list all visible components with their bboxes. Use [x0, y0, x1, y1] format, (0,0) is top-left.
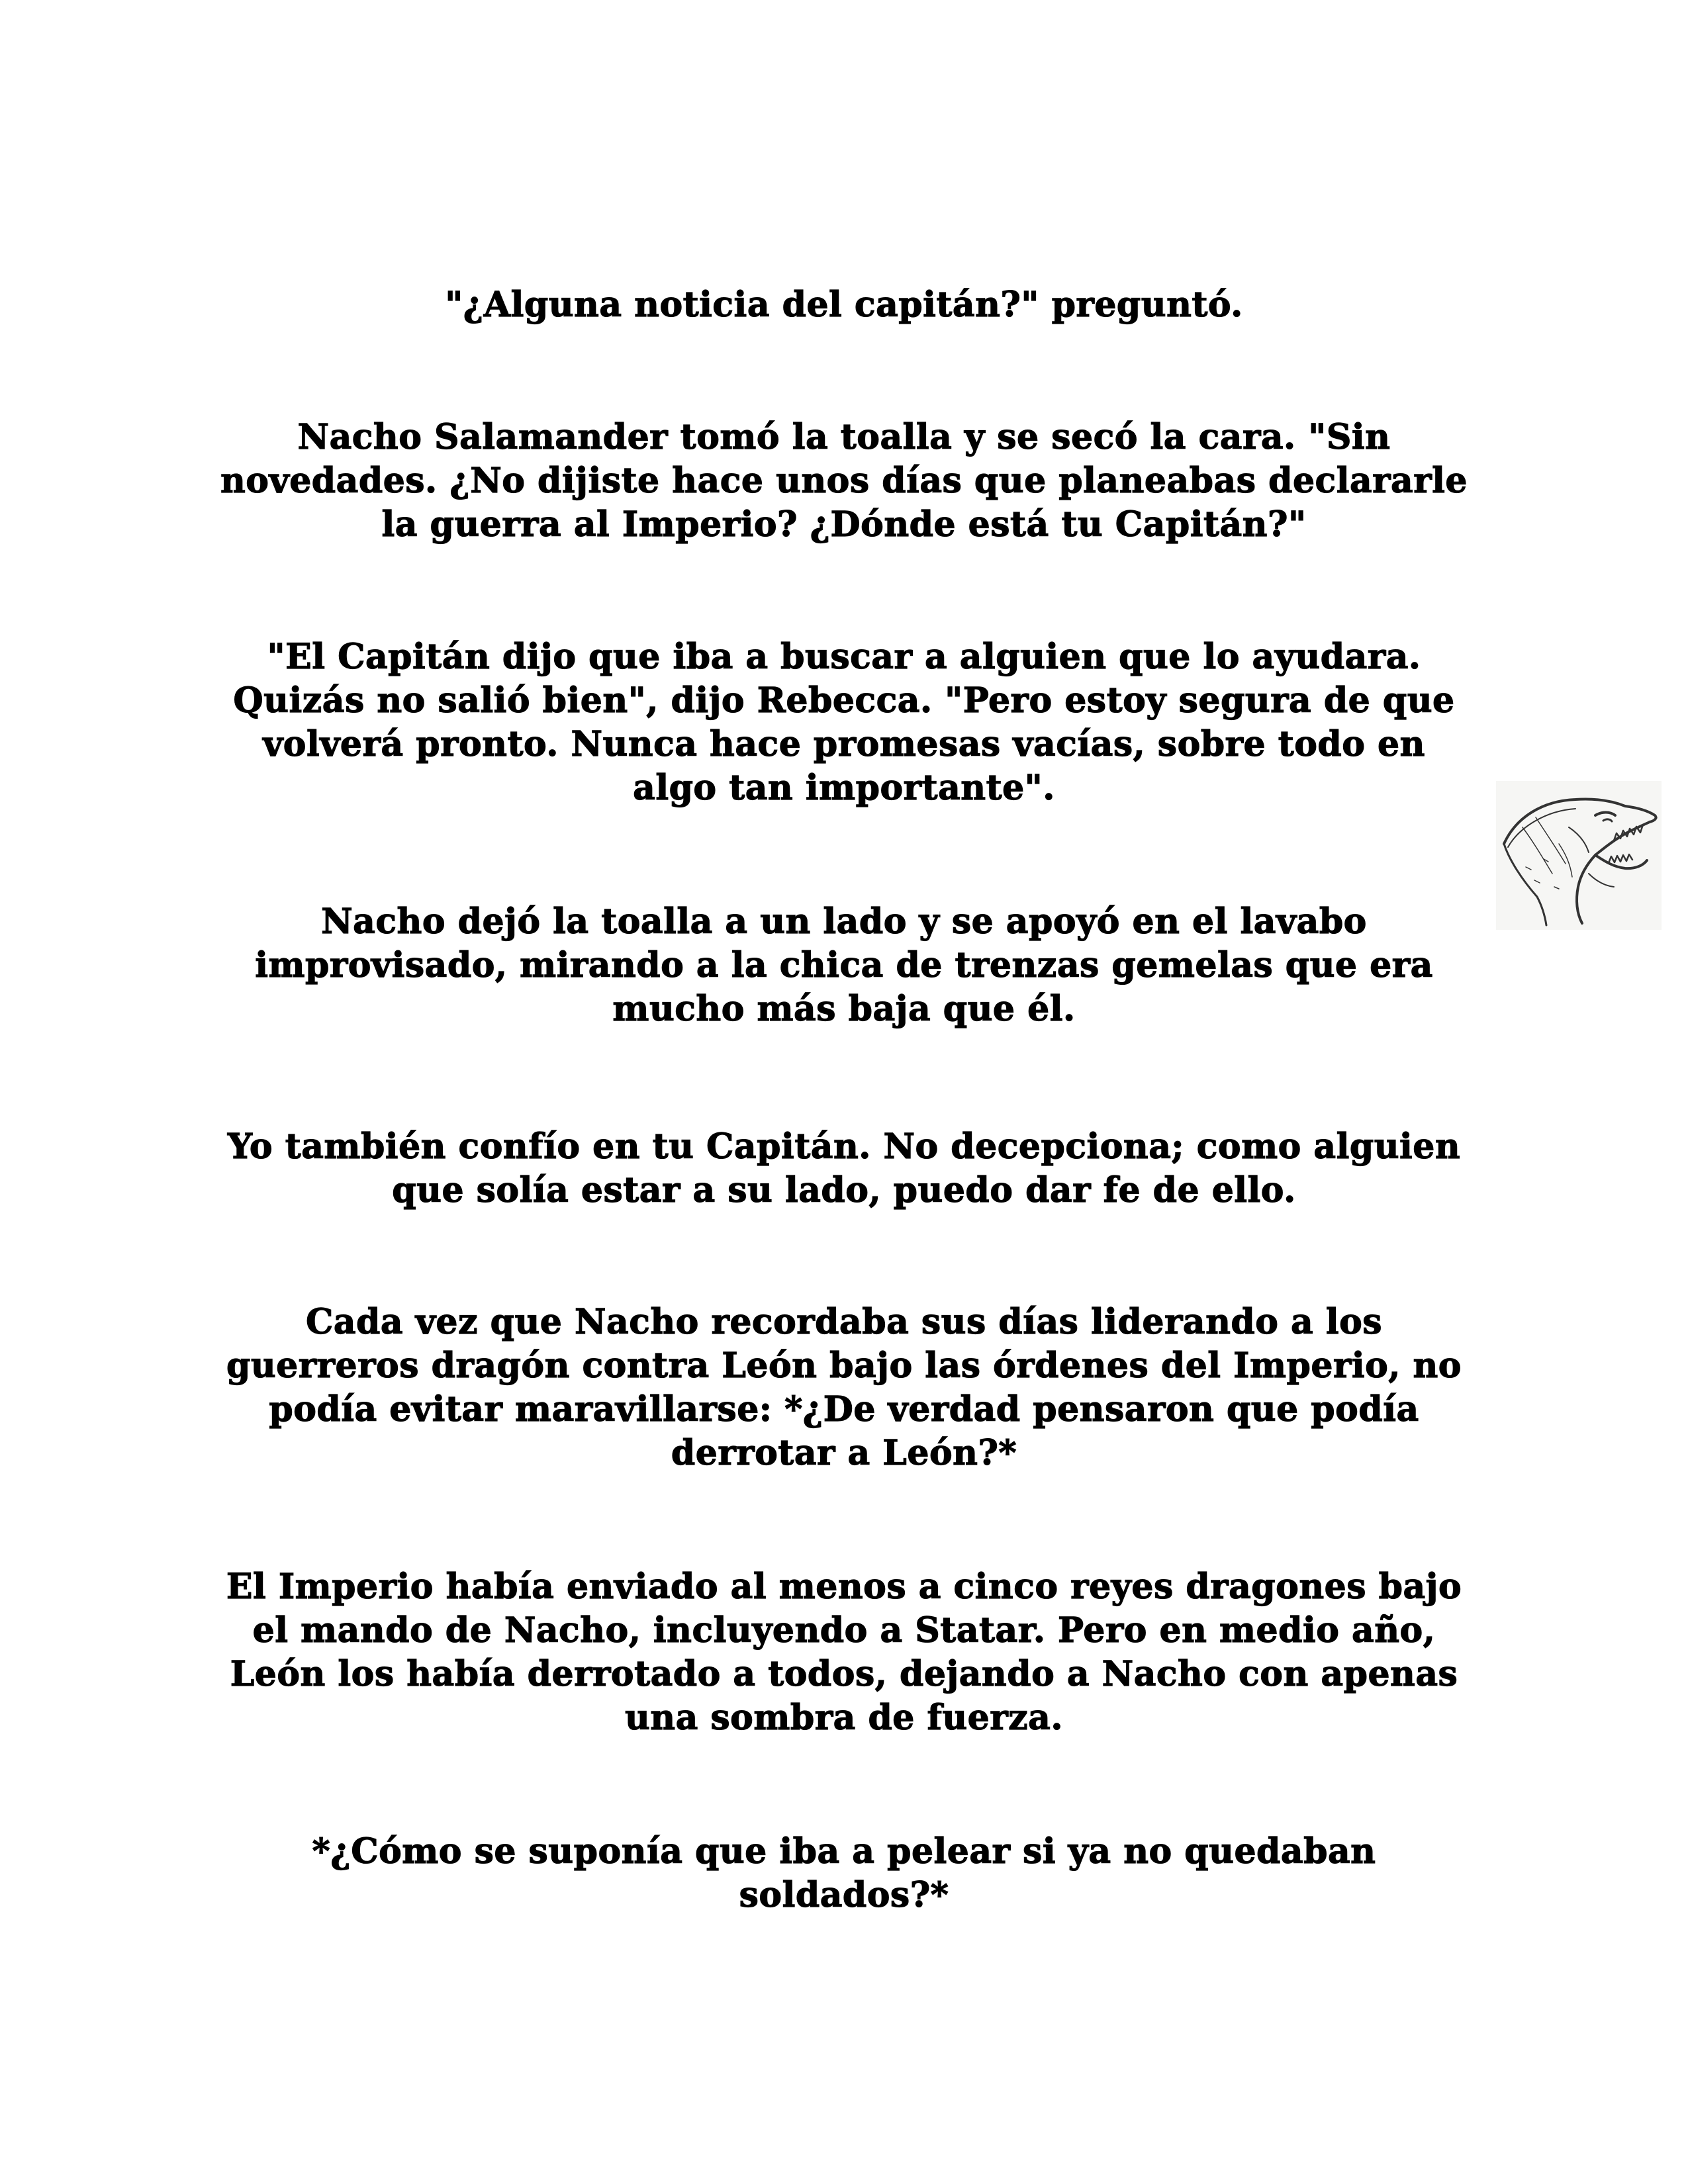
- paragraph-1: "¿Alguna noticia del capitán?" preguntó.: [445, 285, 1243, 325]
- paragraph-2: Nacho Salamander tomó la toalla y se secó la cara. "Sin novedades. ¿No dijiste hace unos días que planeabas declararle la guerra al Imperio? ¿Dónde está tu Capitán?": [220, 417, 1468, 545]
- paragraph-6: Cada vez que Nacho recordaba sus días liderando a los guerreros dragón contra León bajo las órdenes del Imperio, no podía evitar maravillarse: *¿De verdad pensaron que podía derrotar a León?*: [226, 1302, 1462, 1473]
- paragraph-5: Yo también confío en tu Capitán. No decepciona; como alguien que solía estar a su lado, puedo dar fe de ello.: [227, 1126, 1461, 1210]
- paragraph-4: Nacho dejó la toalla a un lado y se apoyó en el lavabo improvisado, mirando a la chica de trenzas gemelas que era mucho más baja que él.: [255, 901, 1433, 1029]
- paragraph-3: "El Capitán dijo que iba a buscar a alguien que lo ayudara. Quizás no salió bien", dijo Rebecca. "Pero estoy segura de que volverá pronto. Nunca hace promesas vacías, sobre todo en algo tan importante".: [233, 637, 1455, 808]
- paragraph-7: El Imperio había enviado al menos a cinco reyes dragones bajo el mando de Nacho, incluyendo a Statar. Pero en medio año, León los había derrotado a todos, dejando a Nacho con apenas una sombra de fuerza.: [226, 1567, 1462, 1738]
- paragraph-8: *¿Cómo se suponía que iba a pelear si ya no quedaban soldados?*: [312, 1831, 1376, 1915]
- dinosaur-head-sketch-icon: [1496, 781, 1662, 930]
